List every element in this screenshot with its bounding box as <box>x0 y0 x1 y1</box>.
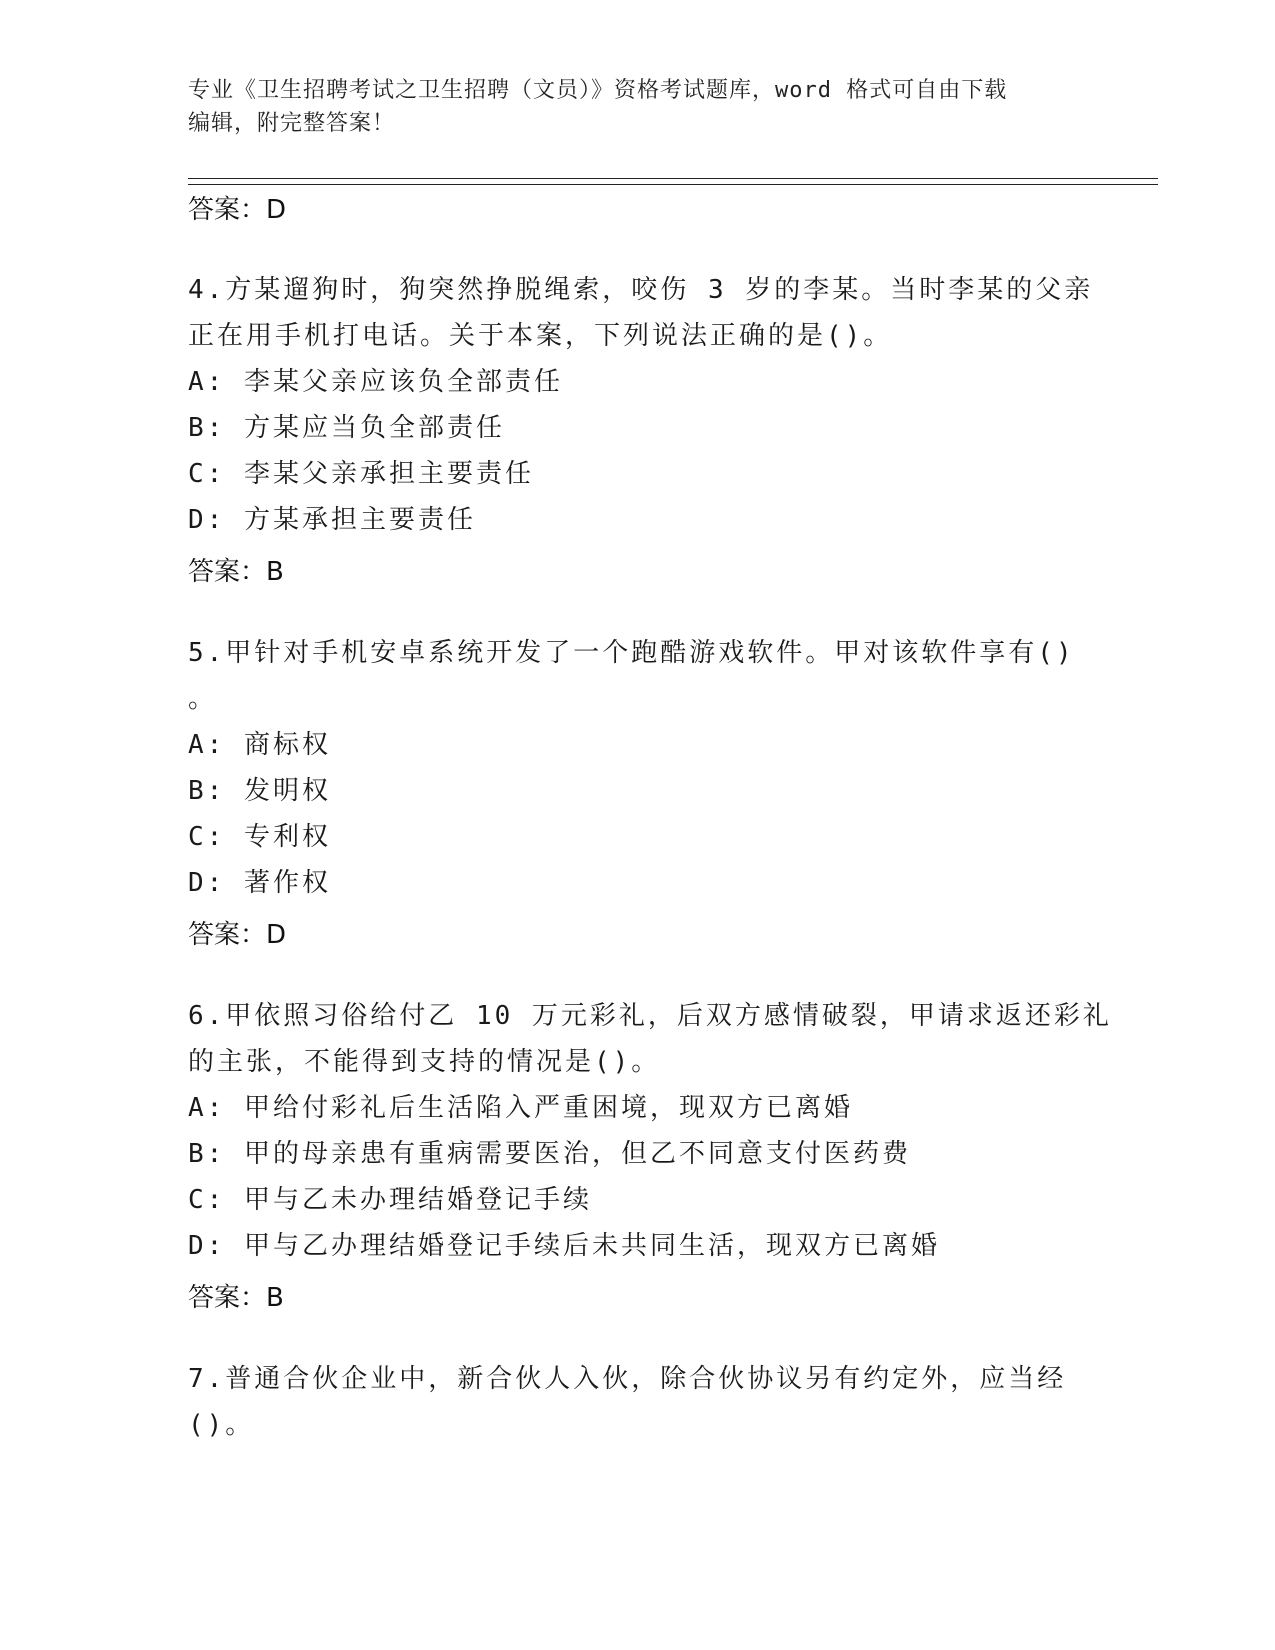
question-5-option-b: B: 发明权 <box>188 776 331 806</box>
answer-question-6: 答案：B <box>188 1283 284 1313</box>
document-header <box>188 74 1088 140</box>
header-rule-bottom <box>188 184 1158 185</box>
question-7-line-2: ()。 <box>188 1410 255 1440</box>
header-rule-top <box>188 178 1158 179</box>
question-4-option-b: B: 方某应当负全部责任 <box>188 413 505 443</box>
answer-previous: 答案：D <box>188 195 287 225</box>
question-5-option-d: D: 著作权 <box>188 868 331 898</box>
question-4-line-1: 4.方某遛狗时，狗突然挣脱绳索，咬伤 3 岁的李某。当时李某的父亲 <box>188 275 1094 305</box>
question-6-option-b: B: 甲的母亲患有重病需要医治，但乙不同意支付医药费 <box>188 1139 911 1169</box>
answer-question-5: 答案：D <box>188 920 287 950</box>
question-4-option-c: C: 李某父亲承担主要责任 <box>188 459 534 489</box>
question-6-line-2: 的主张，不能得到支持的情况是()。 <box>188 1047 661 1077</box>
question-6-option-d: D: 甲与乙办理结婚登记手续后未共同生活，现双方已离婚 <box>188 1231 940 1261</box>
answer-question-4: 答案：B <box>188 557 284 587</box>
header-line-2: 编辑，附完整答案！ <box>188 111 396 136</box>
question-5-option-a: A: 商标权 <box>188 730 331 760</box>
question-5-line-1: 5.甲针对手机安卓系统开发了一个跑酷游戏软件。甲对该软件享有() <box>188 638 1075 668</box>
header-line-1: 专业《卫生招聘考试之卫生招聘（文员）》资格考试题库，word 格式可自由下载 <box>188 78 1008 103</box>
question-5-option-c: C: 专利权 <box>188 822 331 852</box>
question-5 <box>188 630 1075 906</box>
question-6-option-a: A: 甲给付彩礼后生活陷入严重困境，现双方已离婚 <box>188 1093 853 1123</box>
question-4-option-a: A: 李某父亲应该负全部责任 <box>188 367 563 397</box>
question-4-line-2: 正在用手机打电话。关于本案，下列说法正确的是()。 <box>188 321 893 351</box>
question-6-option-c: C: 甲与乙未办理结婚登记手续 <box>188 1185 592 1215</box>
question-6-line-1: 6.甲依照习俗给付乙 10 万元彩礼，后双方感情破裂，甲请求返还彩礼 <box>188 1001 1112 1031</box>
question-5-line-2: 。 <box>188 684 218 714</box>
question-7 <box>188 1356 1068 1448</box>
question-6 <box>188 993 1112 1269</box>
question-4 <box>188 267 1094 543</box>
question-4-option-d: D: 方某承担主要责任 <box>188 505 476 535</box>
question-7-line-1: 7.普通合伙企业中，新合伙人入伙，除合伙协议另有约定外，应当经 <box>188 1364 1067 1394</box>
